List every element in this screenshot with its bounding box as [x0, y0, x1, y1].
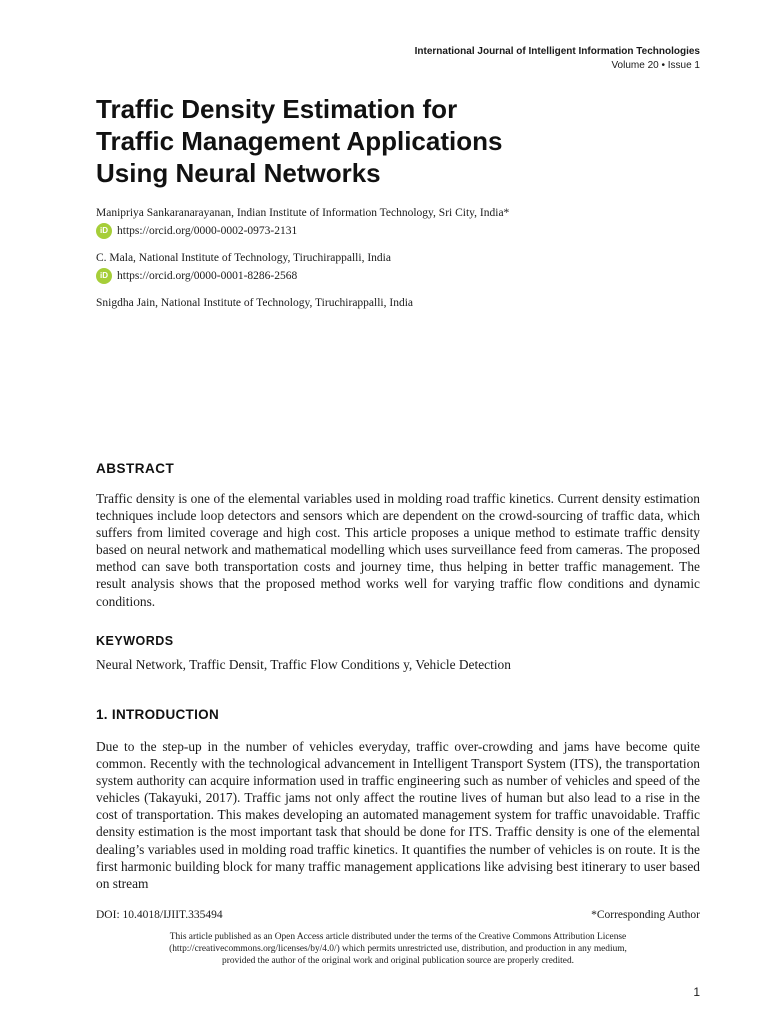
title-line: Traffic Density Estimation for: [96, 94, 458, 124]
page-number: 1: [693, 985, 700, 999]
corresponding-author-note: *Corresponding Author: [591, 909, 700, 921]
orcid-icon: iD: [96, 223, 112, 239]
journal-header: [415, 45, 700, 73]
author-1-orcid[interactable]: [96, 223, 297, 239]
author-2: C. Mala, National Institute of Technology, Tiruchirappalli, India: [96, 252, 391, 264]
introduction-text: Due to the step-up in the number of vehicles everyday, traffic over-crowding and jams have become quite common. Recently with the technological advancement in Intelligent Transport System (ITS), the transportation system authority can acquire information used in traffic engineering such as number of vehicles and speed of the vehicles (Takayuki, 2017). Traffic jams not only affect the routine lives of human but also lead to a rise in the cost of transportation. This makes developing an automated management system for traffic unavoidable. Traffic density estimation is the most important task that should be done for ITS. Traffic density is one of the elemental dealing’s variables used in molding road traffic kinetics. It quantifies the number of vehicles is on route. It is the first harmonic building block for many traffic management applications like advising best itinerary to user based on stream: [96, 739, 700, 891]
journal-volume: Volume 20 • Issue 1: [611, 60, 700, 71]
author-1: Manipriya Sankaranarayanan, Indian Institute of Information Technology, Sri City, India*: [96, 207, 510, 219]
license-note: [96, 931, 700, 967]
orcid-icon: iD: [96, 268, 112, 284]
abstract-heading: ABSTRACT: [96, 461, 175, 476]
orcid-link[interactable]: https://orcid.org/0000-0001-8286-2568: [117, 270, 298, 282]
author-3: Snigdha Jain, National Institute of Technology, Tiruchirappalli, India: [96, 297, 413, 309]
license-line: provided the author of the original work and original publication source are properly credited.: [222, 956, 574, 966]
license-line: This article published as an Open Access article distributed under the terms of the Creative Commons Attribution License: [169, 932, 627, 942]
doi: DOI: 10.4018/IJIIT.335494: [96, 909, 223, 921]
introduction-heading: 1. INTRODUCTION: [96, 707, 220, 722]
author-2-orcid[interactable]: [96, 268, 297, 284]
orcid-link[interactable]: https://orcid.org/0000-0002-0973-2131: [117, 225, 298, 237]
license-line: (http://creativecommons.org/licenses/by/4.0/) which permits unrestricted use, distribution, and production in any medium,: [169, 944, 627, 954]
keywords-text: Neural Network, Traffic Densit, Traffic Flow Conditions y, Vehicle Detection: [96, 657, 511, 672]
journal-name: International Journal of Intelligent Information Technologies: [414, 46, 700, 57]
abstract-text: Traffic density is one of the elemental variables used in molding road traffic kinetics. Current density estimation techniques include loop detectors and sensors which are dependent on the crowd-sourcing of traffic data, which suffers from limited coverage and high cost. This article proposes a unique method to estimate traffic density based on neural network and mathematical modelling which uses surveillance feed from cameras. The proposed method can save both transportation costs and journey time, thus helping in better traffic management. The result analysis shows that the proposed method works well for varying traffic flow conditions and dynamic conditions.: [96, 491, 700, 609]
paper-title: [96, 93, 656, 189]
title-line: Using Neural Networks: [96, 158, 381, 188]
title-line: Traffic Management Applications: [96, 126, 503, 156]
keywords-heading: KEYWORDS: [96, 634, 174, 648]
